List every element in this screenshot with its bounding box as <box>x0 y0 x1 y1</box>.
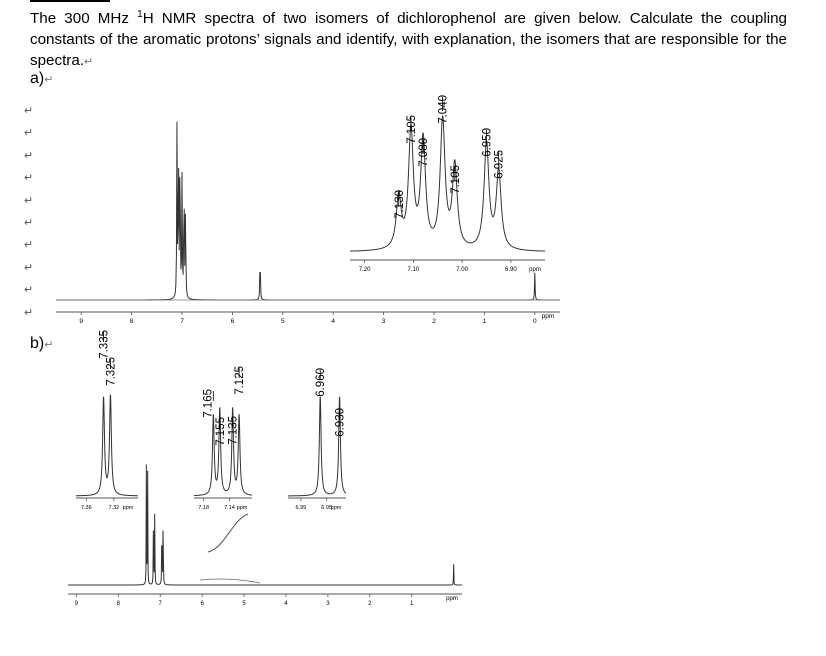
inset-b3-peak-label: 6.930 <box>334 408 347 437</box>
inset-b2-peak-label: 7.135 <box>227 416 240 445</box>
paragraph-mark: ↵ <box>44 339 54 351</box>
x-tick-label: 4 <box>331 318 336 325</box>
x-tick-label: 4 <box>284 601 288 607</box>
paragraph-mark: ↵ <box>24 105 34 117</box>
paragraph-mark: ↵ <box>24 127 34 140</box>
integral-curve <box>208 514 248 552</box>
inset-a-peak-label: 7.105 <box>405 115 418 144</box>
x-tick-label: 7 <box>180 318 184 325</box>
inset-a-peak-label: 7.130 <box>393 190 406 219</box>
inset-a-peak-label: 6.950 <box>481 128 494 157</box>
spectrum-b-broad-oh <box>200 579 260 583</box>
paragraph-mark: ↵ <box>24 172 34 185</box>
inset-a-peak-label: 6.925 <box>493 150 506 179</box>
x-tick-label: 7.10 <box>407 267 420 273</box>
x-tick-label: 5 <box>280 318 285 325</box>
x-tick-label: 1 <box>482 318 487 325</box>
x-tick-label: 7.36 <box>80 505 92 511</box>
x-tick-label: 8 <box>116 601 120 607</box>
x-tick-label: 7 <box>158 601 162 607</box>
x-tick-label: 9 <box>79 318 84 325</box>
inset-b1-peak-label: 7.335 <box>98 330 111 359</box>
inset-a-peak-label: 7.080 <box>418 138 431 167</box>
x-axis-label: ppm <box>446 596 458 602</box>
inset-b2-peak-label: 7.125 <box>234 366 247 395</box>
x-tick-label: 3 <box>381 318 386 325</box>
x-tick-label: 8 <box>129 318 134 325</box>
paragraph-mark: ↵ <box>24 261 34 274</box>
question-part-1: The 300 MHz <box>30 10 138 28</box>
x-tick-label: 7.00 <box>456 267 468 273</box>
x-axis-label: ppm <box>330 505 342 511</box>
x-tick-label: 6.95 <box>321 505 333 511</box>
x-tick-label: 7.20 <box>358 267 371 273</box>
paragraph-mark: ↵ <box>24 194 34 207</box>
x-tick-label: 7.18 <box>198 505 210 511</box>
inset-a-peak-label: 7.040 <box>437 95 450 124</box>
part-a-text: a) <box>30 70 45 87</box>
paragraph-mark: ↵ <box>24 239 34 252</box>
x-axis-label: ppm <box>122 505 134 511</box>
x-tick-label: 6.99 <box>295 505 307 511</box>
inset-b1-peak-label: 7.325 <box>105 357 118 386</box>
x-axis-label: ppm <box>529 267 541 273</box>
x-tick-label: 6.90 <box>505 267 517 273</box>
x-tick-label: 2 <box>368 601 372 607</box>
question-part-2: H NMR spectra of two isomers of dichlorophenol are given below. Calculate the coupling constants of the aromatic protons’ signals and identify, with explanation, the isomers that are responsible for the spectra. <box>30 10 787 70</box>
inset-b2-peak-label: 7.165 <box>202 389 215 418</box>
x-tick-label: 3 <box>326 601 330 607</box>
inset-a-peak-label: 7.105 <box>449 165 462 194</box>
x-tick-label: 6 <box>200 601 204 607</box>
x-tick-label: 7.14 <box>224 505 235 511</box>
paragraph-mark: ↵ <box>24 306 34 319</box>
x-tick-label: 9 <box>74 601 79 607</box>
x-tick-label: 6 <box>230 318 235 325</box>
x-tick-label: 2 <box>432 318 436 325</box>
x-axis-label: ppm <box>236 505 248 511</box>
x-tick-label: 1 <box>410 601 414 607</box>
paragraph-mark: ↵ <box>24 284 34 297</box>
paragraph-mark: ↵ <box>44 74 54 86</box>
paragraph-mark: ↵ <box>84 56 94 69</box>
spectrum-b-trace <box>68 464 462 585</box>
paragraph-mark: ↵ <box>24 149 34 162</box>
question-superscript: 1 <box>137 9 143 20</box>
x-tick-label: 5 <box>242 601 246 607</box>
inset-b2-peak-label: 7.155 <box>214 417 227 446</box>
inset-a-trace <box>350 116 545 251</box>
inset-b3-peak-label: 6.960 <box>315 368 328 397</box>
paragraph-mark: ↵ <box>24 217 34 230</box>
x-tick-label: 7.32 <box>108 505 120 511</box>
x-axis-label: ppm <box>541 313 555 320</box>
part-b-text: b) <box>30 335 45 352</box>
inset-b1-trace <box>76 395 138 496</box>
x-tick-label: 0 <box>532 318 537 325</box>
